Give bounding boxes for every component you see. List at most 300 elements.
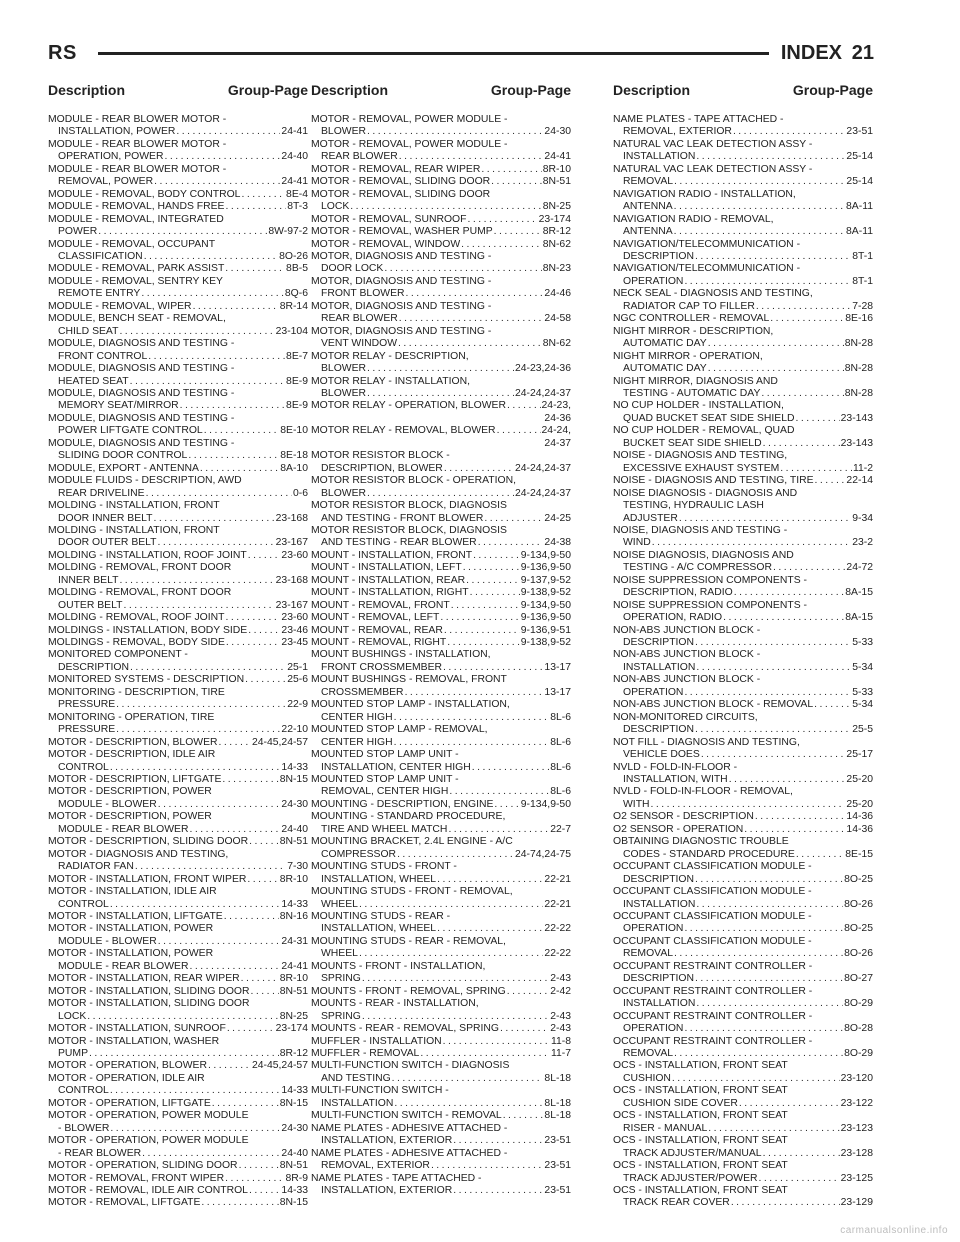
index-entry	[48, 139, 308, 164]
entry-page: 24-25	[544, 512, 571, 524]
entry-page: 24-41	[281, 126, 308, 138]
entry-page: 11-2	[852, 462, 873, 474]
dot-leader	[123, 600, 274, 612]
entry-line	[48, 861, 308, 873]
index-entry	[311, 1023, 571, 1035]
entry-line	[48, 911, 308, 923]
entry-page: 8N-16	[279, 911, 308, 922]
entry-text: MOTOR - REMOVAL, SUNROOF	[311, 213, 467, 225]
entry-text: REMOVAL, POWER	[58, 176, 154, 188]
entry-line	[48, 338, 308, 350]
dot-leader	[248, 625, 280, 637]
dot-leader	[444, 625, 520, 637]
entry-line	[613, 1110, 873, 1122]
index-column-3	[613, 114, 873, 1210]
index-entry	[48, 836, 308, 848]
entry-line	[48, 550, 308, 562]
entry-text: MOUNTED STOP LAMP - INSTALLATION,	[311, 699, 510, 711]
entry-text: NOISE - DIAGNOSIS AND TESTING,	[613, 450, 788, 462]
entry-text: NAME PLATES - ADHESIVE ATTACHED -	[311, 1147, 508, 1159]
entry-line	[311, 762, 571, 774]
entry-page: 0-6	[292, 487, 308, 499]
entry-text: MOTOR - OPERATION, POWER MODULE	[48, 1135, 249, 1147]
entry-line	[613, 1098, 873, 1110]
dot-leader	[451, 600, 520, 612]
entry-page: 24-41	[544, 151, 571, 163]
entry-text: OPERATION	[623, 1023, 684, 1035]
index-entry	[48, 1098, 308, 1110]
index-entry	[613, 786, 873, 811]
dot-leader	[142, 1148, 280, 1160]
entry-line	[48, 201, 308, 213]
entry-line	[311, 886, 571, 898]
entry-page: 22-14	[846, 475, 873, 487]
entry-line	[613, 811, 873, 823]
entry-line	[311, 550, 571, 562]
entry-text: HEATED SEAT	[58, 375, 129, 387]
entry-line	[311, 973, 571, 985]
entry-text: DESCRIPTION	[623, 873, 695, 885]
dot-leader	[729, 774, 846, 786]
entry-page: 8O-28	[844, 1023, 873, 1035]
entry-line	[48, 438, 308, 450]
entry-line	[48, 575, 308, 587]
dot-leader	[130, 662, 286, 674]
index-entry	[613, 886, 873, 911]
entry-page: 8R-10	[279, 973, 308, 985]
entry-line	[613, 849, 873, 861]
entry-line	[311, 338, 571, 350]
dot-leader	[164, 151, 280, 163]
entry-line	[613, 687, 873, 699]
entry-text: MOUNTED STOP LAMP - REMOVAL,	[311, 724, 488, 736]
entry-page: 13-17	[544, 686, 571, 698]
dot-leader	[362, 1011, 549, 1023]
entry-line	[311, 288, 571, 300]
entry-text: MOTOR - OPERATION, POWER MODULE	[48, 1110, 249, 1122]
index-entry	[613, 986, 873, 1011]
entry-line	[613, 537, 873, 549]
entry-text: OCS - INSTALLATION, FRONT SEAT	[613, 1135, 788, 1147]
entry-text: MOTOR - DESCRIPTION, POWER	[48, 811, 212, 823]
index-entry	[311, 1173, 571, 1198]
entry-line	[613, 1135, 873, 1147]
entry-page: 8N-51	[542, 176, 571, 188]
index-entry	[613, 575, 873, 600]
entry-text: NO CUP HOLDER - REMOVAL, QUAD	[613, 425, 795, 437]
entry-line	[613, 712, 873, 724]
entry-page: 9-136,9-50	[520, 562, 571, 574]
index-entry	[613, 762, 873, 787]
entry-line	[613, 301, 873, 313]
entry-line	[613, 774, 873, 786]
dot-leader	[478, 537, 544, 549]
index-entry	[48, 625, 308, 637]
entry-page: 23-125	[840, 1172, 873, 1184]
entry-text: MODULE, DIAGNOSIS AND TESTING -	[48, 387, 235, 399]
entry-line	[613, 326, 873, 338]
index-entry	[48, 214, 308, 239]
entry-text: NON-ABS JUNCTION BLOCK -	[613, 674, 761, 686]
dot-leader	[491, 176, 542, 188]
entry-page: 23-51	[544, 1184, 571, 1196]
entry-line	[48, 463, 308, 475]
index-entry	[48, 874, 308, 886]
entry-line	[613, 214, 873, 226]
entry-line	[613, 948, 873, 960]
entry-text: OCCUPANT RESTRAINT CONTROLLER -	[613, 960, 813, 972]
section-code: RS	[48, 42, 77, 64]
column-1-heading	[48, 82, 308, 104]
index-entry	[311, 961, 571, 986]
dot-leader	[437, 923, 543, 935]
entry-text: MOTOR - REMOVAL, REAR WIPER	[311, 163, 481, 175]
entry-line	[48, 1036, 308, 1048]
entry-line	[48, 500, 308, 512]
entry-line	[48, 786, 308, 798]
entry-text: MODULE, EXPORT - ANTENNA	[48, 462, 199, 474]
index-entry	[311, 637, 571, 649]
dot-leader	[189, 824, 280, 836]
entry-line	[311, 351, 571, 363]
index-entry	[311, 276, 571, 301]
entry-page: 24-30	[544, 126, 571, 138]
dot-leader	[448, 824, 549, 836]
index-entry	[613, 699, 873, 711]
index-column-1	[48, 114, 308, 1210]
entry-line	[48, 836, 308, 848]
entry-line	[48, 737, 308, 749]
entry-text: MOTOR RELAY - DESCRIPTION,	[311, 350, 469, 362]
entry-text: MOTOR, DIAGNOSIS AND TESTING -	[311, 325, 492, 337]
index-entry	[48, 363, 308, 388]
dot-leader	[494, 226, 542, 238]
entry-line	[311, 649, 571, 661]
entry-text: MODULE - REAR BLOWER MOTOR -	[48, 138, 227, 150]
dot-leader	[696, 151, 845, 163]
entry-line	[48, 762, 308, 774]
entry-line	[311, 151, 571, 163]
entry-text: NOISE DIAGNOSIS - DIAGNOSIS AND	[613, 487, 798, 499]
entry-text: CENTER HIGH	[321, 736, 393, 748]
dot-leader	[212, 1098, 279, 1110]
entry-page: 14-36	[846, 811, 873, 823]
entry-text: MOTOR - INSTALLATION, SUNROOF	[48, 1023, 226, 1035]
dot-leader	[453, 1185, 543, 1197]
dot-leader	[116, 724, 280, 736]
entry-page: 22-21	[544, 873, 571, 885]
entry-line	[311, 712, 571, 724]
dot-leader	[406, 288, 544, 300]
dot-leader	[367, 363, 514, 375]
entry-page: 25-1	[287, 661, 308, 673]
entry-line	[311, 513, 571, 525]
entry-text: NO CUP HOLDER - INSTALLATION,	[613, 400, 784, 412]
index-entry	[613, 936, 873, 961]
entry-text: REAR BLOWER	[321, 151, 398, 163]
entry-page: 8L-6	[550, 736, 571, 748]
dot-leader	[755, 811, 846, 823]
entry-text: MOUNT - REMOVAL, FRONT	[311, 599, 450, 611]
entry-page: 23-168	[275, 512, 308, 524]
entry-line	[613, 1073, 873, 1085]
entry-line	[48, 425, 308, 437]
entry-line	[613, 637, 873, 649]
entry-text: NOISE SUPPRESSION COMPONENTS -	[613, 599, 807, 611]
entry-line	[48, 600, 308, 612]
dot-leader	[362, 973, 549, 985]
entry-line	[48, 998, 308, 1010]
entry-page: 24-24,24-37	[514, 387, 571, 399]
entry-line	[48, 475, 308, 487]
entry-line	[311, 1048, 571, 1060]
entry-text: REMOVAL	[623, 948, 674, 960]
dot-leader	[394, 1098, 543, 1110]
entry-page: 8R-10	[542, 163, 571, 175]
entry-page: 8O-29	[844, 1047, 873, 1059]
entry-text: NOISE SUPPRESSION COMPONENTS -	[613, 574, 807, 586]
entry-line	[311, 463, 571, 475]
entry-text: TRACK ADJUSTER/MANUAL	[623, 1147, 762, 1159]
entry-line	[311, 1060, 571, 1072]
entry-page: 2-43	[550, 1023, 571, 1035]
entry-text: OCCUPANT RESTRAINT CONTROLLER -	[613, 985, 813, 997]
entry-text: DOOR LOCK	[321, 263, 384, 275]
entry-line	[48, 899, 308, 911]
entry-text: DESCRIPTION	[623, 250, 695, 262]
entry-text: OPERATION, RADIO	[623, 612, 723, 624]
entry-line	[613, 438, 873, 450]
index-entry	[311, 1036, 571, 1048]
entry-page: 8O-29	[844, 998, 873, 1010]
entry-line	[48, 1110, 308, 1122]
dot-leader	[684, 1023, 843, 1035]
index-entry	[48, 413, 308, 438]
index-entry	[48, 301, 308, 313]
entry-line	[48, 176, 308, 188]
dot-leader	[180, 400, 285, 412]
entry-line	[311, 861, 571, 873]
dot-leader	[759, 1173, 840, 1185]
entry-page: 25-5	[852, 724, 873, 736]
entry-text: SPRING	[321, 1010, 361, 1022]
entry-text: MOTOR RESISTOR BLOCK -	[311, 450, 450, 462]
entry-text: MOTOR - REMOVAL, LIFTGATE	[48, 1197, 201, 1209]
entry-line	[48, 139, 308, 151]
entry-line	[48, 699, 308, 711]
index-entry	[613, 836, 873, 861]
entry-page: 23-129	[840, 1197, 873, 1209]
dot-leader	[453, 1135, 543, 1147]
entry-line	[311, 774, 571, 786]
entry-line	[48, 674, 308, 686]
entry-text: OPERATION	[623, 275, 684, 287]
entry-page: 8E-18	[280, 450, 308, 462]
entry-line	[613, 400, 873, 412]
entry-text: - REAR BLOWER	[58, 1147, 142, 1159]
entry-text: MULTI-FUNCTION SWITCH - DIAGNOSIS	[311, 1060, 510, 1072]
entry-line	[613, 612, 873, 624]
entry-page: 23-143	[840, 437, 873, 449]
entry-text: MOTOR, DIAGNOSIS AND TESTING -	[311, 300, 492, 312]
entry-line	[48, 625, 308, 637]
entry-text: MOTOR - REMOVAL, POWER MODULE -	[311, 114, 508, 125]
entry-text: MOUNTS - FRONT - INSTALLATION,	[311, 960, 486, 972]
dot-leader	[770, 313, 844, 325]
dot-leader	[130, 376, 285, 388]
entry-text: TRACK ADJUSTER/POWER	[623, 1172, 758, 1184]
entry-text: MOUNT BUSHINGS - REMOVAL, FRONT	[311, 674, 507, 686]
entry-text: - BLOWER	[58, 1122, 110, 1134]
dot-leader	[695, 874, 843, 886]
index-entry	[48, 550, 308, 562]
entry-text: NON-ABS JUNCTION BLOCK -	[613, 624, 761, 636]
entry-page: 8R-12	[542, 226, 571, 238]
index-entry	[613, 1160, 873, 1185]
dot-leader	[384, 263, 541, 275]
entry-line	[311, 662, 571, 674]
index-entry	[613, 1085, 873, 1110]
index-entry	[48, 1173, 308, 1185]
entry-line	[613, 114, 873, 126]
dot-leader	[87, 1011, 278, 1023]
entry-text: MOTOR - INSTALLATION, LIFTGATE	[48, 911, 223, 922]
entry-text: DESCRIPTION	[623, 973, 695, 985]
entry-text: MOUNTING BRACKET, 2.4L ENGINE - A/C	[311, 836, 513, 848]
dot-leader	[652, 537, 852, 549]
entry-text: TESTING - A/C COMPRESSOR	[623, 562, 772, 574]
entry-text: OPERATION, POWER	[58, 151, 164, 163]
entry-line	[48, 923, 308, 935]
dot-leader	[507, 986, 549, 998]
entry-text: MOTOR - INSTALLATION, SLIDING DOOR	[48, 985, 250, 997]
entry-text: MOUNT - INSTALLATION, LEFT	[311, 562, 462, 574]
entry-page: 24-45,24-57	[251, 736, 308, 748]
entry-line	[311, 899, 571, 911]
entry-line	[311, 625, 571, 637]
entry-text: TESTING - AUTOMATIC DAY	[623, 387, 761, 399]
entry-line	[311, 600, 571, 612]
dot-leader	[507, 400, 541, 412]
index-entry	[311, 425, 571, 450]
entry-line	[613, 413, 873, 425]
entry-text: INSTALLATION, CENTER HIGH	[321, 761, 471, 773]
entry-text: MOTOR RELAY - OPERATION, BLOWER	[311, 400, 506, 412]
dot-leader	[224, 911, 279, 923]
entry-line	[613, 1048, 873, 1060]
entry-text: MODULE - REAR BLOWER MOTOR -	[48, 114, 227, 125]
entry-page: 8N-25	[279, 1010, 308, 1022]
index-entry	[613, 811, 873, 823]
index-entry	[48, 239, 308, 264]
entry-text: CHILD SEAT	[58, 325, 119, 337]
index-entry	[613, 861, 873, 886]
dot-leader	[141, 288, 284, 300]
entry-text: MOLDINGS - REMOVAL, BODY SIDE	[48, 637, 225, 649]
entry-text: CONTROL	[58, 1085, 109, 1097]
index-entry	[311, 1048, 571, 1060]
dot-leader	[146, 488, 292, 500]
entry-page: 8N-15	[279, 774, 308, 786]
entry-text: INSTALLATION	[623, 151, 696, 163]
index-entry	[613, 911, 873, 936]
header-rule	[98, 52, 769, 55]
entry-text: AND TESTING - REAR BLOWER	[321, 537, 477, 549]
entry-page: 25-14	[846, 151, 873, 163]
entry-page: 11-8	[550, 1035, 571, 1047]
entry-line	[613, 288, 873, 300]
entry-text: MOUNTING - STANDARD PROCEDURE,	[311, 811, 506, 823]
entry-line	[48, 1060, 308, 1072]
entry-text: NAME PLATES - TAPE ATTACHED -	[311, 1172, 482, 1184]
entry-line	[613, 1173, 873, 1185]
entry-line	[311, 176, 571, 188]
entry-line	[311, 363, 571, 375]
entry-line	[613, 861, 873, 873]
entry-text: MOUNT BUSHINGS - INSTALLATION,	[311, 649, 491, 661]
entry-text: OCCUPANT RESTRAINT CONTROLLER -	[613, 1035, 813, 1047]
entry-text: MUFFLER - INSTALLATION	[311, 1035, 442, 1047]
entry-page: 9-137,9-52	[520, 574, 571, 586]
dot-leader	[708, 363, 844, 375]
dot-leader	[734, 587, 845, 599]
dot-leader	[780, 463, 852, 475]
entry-text: MODULE - REAR BLOWER	[58, 960, 189, 972]
entry-line	[48, 749, 308, 761]
index-column-2	[311, 114, 571, 1197]
entry-page: 5-34	[852, 661, 873, 673]
entry-line	[613, 562, 873, 574]
dot-leader	[201, 1197, 278, 1209]
entry-text: REMOVAL, EXTERIOR	[321, 1160, 430, 1172]
index-entry	[311, 139, 571, 164]
dot-leader	[701, 749, 846, 761]
entry-page: 8R-10	[279, 873, 308, 885]
index-entry	[48, 998, 308, 1023]
entry-text: OCS - INSTALLATION, FRONT SEAT	[613, 1184, 788, 1196]
entry-page: 23-167	[275, 537, 308, 549]
dot-leader	[397, 849, 514, 861]
entry-text: MOTOR RESISTOR BLOCK - OPERATION,	[311, 475, 516, 487]
entry-text: MULTI-FUNCTION SWITCH -	[311, 1085, 449, 1097]
entry-line	[613, 973, 873, 985]
entry-page-continued: 24-36	[544, 412, 571, 424]
dot-leader	[225, 201, 286, 213]
entry-text: MOLDING - REMOVAL, ROOF JOINT	[48, 612, 225, 624]
entry-text: MOTOR - OPERATION, BLOWER	[48, 1060, 207, 1072]
entry-line	[48, 612, 308, 624]
index-entry	[311, 936, 571, 961]
entry-page: 9-138,9-52	[520, 637, 571, 649]
dot-leader	[226, 637, 281, 649]
entry-line	[311, 786, 571, 798]
entry-line	[48, 724, 308, 736]
entry-text: OCS - INSTALLATION, FRONT SEAT	[613, 1160, 788, 1172]
entry-text: OCS - INSTALLATION, FRONT SEAT	[613, 1085, 788, 1097]
entry-line	[311, 724, 571, 736]
dot-leader	[796, 849, 844, 861]
entry-text: INSTALLATION, WITH	[623, 774, 728, 786]
entry-text: AND TESTING	[321, 1072, 391, 1084]
index-entry	[311, 176, 571, 188]
index-entry	[613, 400, 873, 425]
entry-page: 23-104	[275, 325, 308, 337]
entry-line	[613, 1185, 873, 1197]
entry-line	[311, 936, 571, 948]
entry-line	[48, 450, 308, 462]
dot-leader	[225, 263, 285, 275]
entry-page: 8N-51	[279, 1160, 308, 1172]
